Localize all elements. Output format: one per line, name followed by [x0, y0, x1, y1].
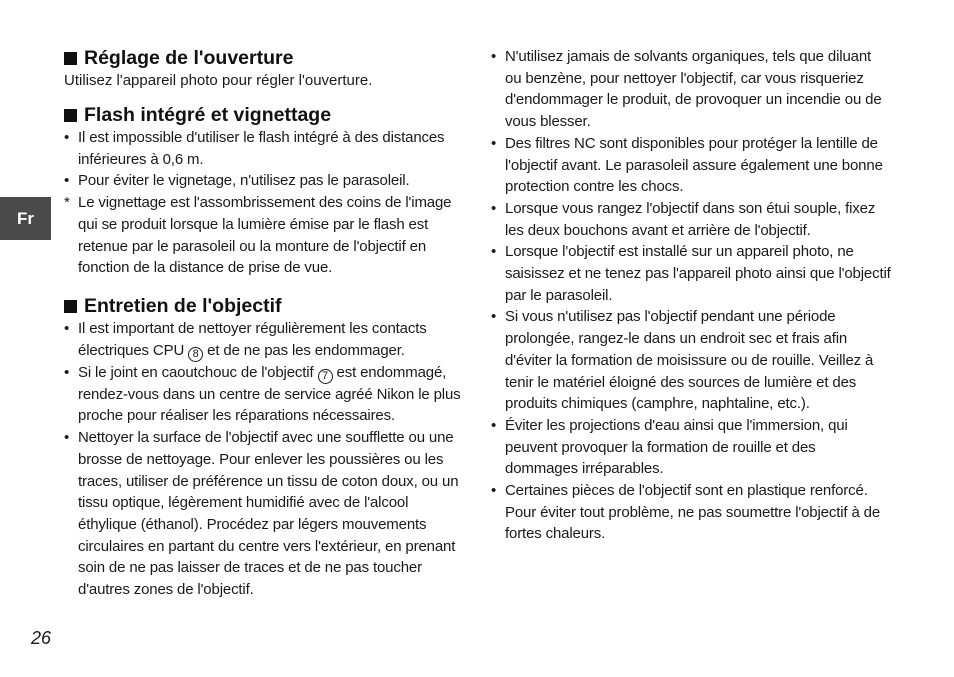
- aperture-text: Utilisez l'appareil photo pour régler l'ouverture.: [64, 72, 373, 89]
- bullet-mark: •: [491, 199, 497, 217]
- flash-list: [64, 127, 462, 279]
- flash-title: Flash intégré et vignettage: [84, 104, 332, 126]
- list-item-text: Le vignettage est l'assombrissement des coins de l'image qui se produit lorsque la lumière émise par le flash est retenue par le parasoleil ou la monture de l'objectif en fonction de la distance de prise de vue.: [78, 194, 452, 277]
- list-item-text: Des filtres NC sont disponibles pour protéger la lentille de l'objectif avant. Le parasoleil assure également une bonne protection contre les chocs.: [505, 134, 883, 196]
- bullet-mark: •: [491, 308, 497, 326]
- care-list-right: [491, 46, 891, 545]
- section-flash: [64, 103, 462, 279]
- list-item: [64, 318, 462, 362]
- list-item: [64, 170, 462, 192]
- square-bullet-icon: [64, 109, 77, 122]
- list-item: [491, 480, 891, 545]
- bullet-mark: •: [64, 129, 70, 146]
- bullet-mark: •: [64, 429, 70, 447]
- care-list-right-column: [491, 46, 891, 545]
- list-item-text: Lorsque vous rangez l'objectif dans son étui souple, fixez les deux bouchons avant et arrière de l'objectif.: [505, 199, 876, 239]
- list-item: [64, 427, 462, 601]
- list-item-text: Certaines pièces de l'objectif sont en plastique renforcé. Pour éviter tout problème, ne pas soumettre l'objectif à de fortes chaleurs.: [505, 482, 881, 543]
- list-item-text: Si le joint en caoutchouc de l'objectif: [78, 363, 318, 381]
- section-heading-flash: [64, 103, 462, 127]
- square-bullet-icon: [64, 52, 77, 65]
- section-heading-care: [64, 294, 462, 318]
- list-item-text: est endommagé, rendez-vous dans un centre de service agréé Nikon le plus proche pour réaliser les réparations nécessaires.: [78, 363, 461, 425]
- language-tab: Fr: [0, 197, 51, 240]
- aperture-title: Réglage de l'ouverture: [84, 47, 294, 69]
- care-list-left: [64, 318, 462, 601]
- section-care: [64, 294, 462, 601]
- list-item-text: Éviter les projections d'eau ainsi que l'immersion, qui peuvent provoquer la formation de rouille et des dommages irréparables.: [505, 416, 848, 478]
- bullet-mark: •: [64, 363, 70, 381]
- list-item: [491, 133, 891, 198]
- list-item: [491, 198, 891, 241]
- bullet-mark: •: [64, 172, 70, 190]
- square-bullet-icon: [64, 300, 77, 313]
- page-number: 26: [31, 628, 52, 648]
- asterisk-mark: *: [64, 194, 70, 212]
- list-item-text: Il est impossible d'utiliser le flash intégré à des distances inférieures à 0,6 m.: [78, 129, 445, 168]
- circled-number-7-icon: 7: [318, 369, 333, 384]
- section-heading-aperture: [64, 46, 462, 70]
- list-item-text: et de ne pas les endommager.: [203, 341, 405, 359]
- list-item: [491, 306, 891, 415]
- list-item: [64, 192, 462, 279]
- bullet-mark: •: [491, 134, 497, 152]
- list-item-text: Pour éviter le vignetage, n'utilisez pas le parasoleil.: [78, 172, 410, 190]
- bullet-mark: •: [491, 243, 497, 261]
- list-item-text: Nettoyer la surface de l'objectif avec une soufflette ou une brosse de nettoyage. Pour enlever les poussières ou les traces, utiliser de préférence un tissu de coton doux, ou un tissu optique, légèrement humidifié avec de l'alcool éthylique (éthanol). Procédez par légers mouvements circulaires en partant du centre vers l'extérieur, en prenant soin de ne pas laisser de traces et de ne pas toucher d'autres zones de l'objectif.: [78, 429, 459, 599]
- bullet-mark: •: [64, 320, 70, 337]
- list-item: [491, 241, 891, 306]
- list-item-text: N'utilisez jamais de solvants organiques, tels que diluant ou benzène, pour nettoyer l'objectif, car vous risqueriez d'endommager le produit, de provoquer un incendie ou de vous blesser.: [505, 48, 882, 131]
- circled-number-8-icon: 8: [188, 347, 203, 362]
- bullet-mark: •: [491, 482, 497, 500]
- list-item: [491, 415, 891, 480]
- bullet-mark: •: [491, 48, 497, 65]
- care-title: Entretien de l'objectif: [84, 295, 282, 317]
- list-item-text: Il est important de nettoyer régulièrement les contacts électriques CPU: [78, 320, 427, 359]
- list-item: [491, 46, 891, 133]
- bullet-mark: •: [491, 416, 497, 434]
- list-item-text: Lorsque l'objectif est installé sur un appareil photo, ne saisissez et ne tenez pas l'appareil photo ainsi que l'objectif par le parasoleil.: [505, 243, 891, 304]
- list-item: [64, 362, 462, 427]
- list-item: [64, 127, 462, 170]
- section-aperture: [64, 46, 462, 92]
- list-item-text: Si vous n'utilisez pas l'objectif pendant une période prolongée, rangez-le dans un endroit sec et frais afin d'éviter la formation de moisissure ou de rouille. Veillez à tenir le matériel éloigné des sources de lumière et des produits chimiques (camphre, naphtaline, etc.).: [505, 308, 874, 413]
